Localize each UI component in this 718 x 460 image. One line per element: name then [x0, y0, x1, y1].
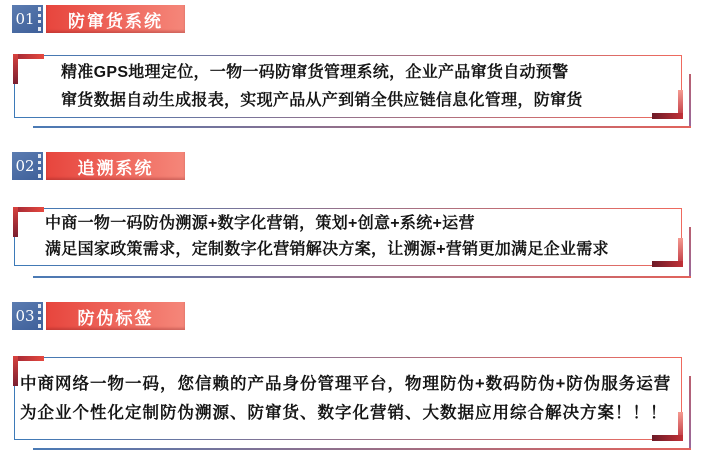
- section-1-content-box: [14, 55, 682, 118]
- section-2-number-badge: [12, 152, 43, 180]
- section-number: 01: [15, 10, 35, 28]
- text-line: 为企业个性化定制防伪溯源、防窜货、数字化营销、大数据应用综合解决方案！！！: [20, 403, 668, 422]
- accent-echo-line-horizontal: [33, 448, 691, 450]
- section-3-header: [0, 302, 718, 330]
- section-3-title-badge: [46, 302, 185, 330]
- accent-echo-line-vertical: [689, 376, 691, 450]
- dotted-separator: [38, 7, 41, 31]
- corner-bracket-bottom-right-horizontal: [652, 261, 683, 267]
- text-line: 中商网络一物一码，您信赖的产品身份管理平台，物理防伪+数码防伪+防伪服务运营: [20, 374, 672, 393]
- section-title: 追溯系统: [77, 158, 154, 178]
- corner-bracket-top-left-vertical: [13, 54, 18, 84]
- section-title: 防窜货系统: [68, 11, 163, 31]
- section-3-number-badge: [12, 302, 43, 330]
- section-1-number-badge: [12, 5, 43, 33]
- accent-echo-line-horizontal: [33, 276, 691, 278]
- accent-echo-line-vertical: [689, 74, 691, 128]
- section-number: 03: [15, 307, 35, 325]
- text-line: 窜货数据自动生成报表，实现产品从产到销全供应链信息化管理，防窜货: [61, 91, 583, 109]
- section-title: 防伪标签: [77, 308, 154, 328]
- corner-bracket-top-left-horizontal: [13, 207, 44, 212]
- accent-echo-line-vertical: [689, 227, 691, 278]
- dotted-separator: [38, 304, 41, 328]
- section-1-title-badge: [46, 5, 185, 33]
- corner-bracket-bottom-right-horizontal: [652, 435, 683, 441]
- corner-bracket-bottom-right-horizontal: [652, 113, 683, 119]
- accent-echo-line-horizontal: [33, 126, 691, 128]
- text-line: 中商一物一码防伪溯源+数字化营销，策划+创意+系统+运营: [45, 215, 475, 232]
- section-3-content-box: [14, 357, 682, 440]
- section-1-text: [15, 59, 681, 115]
- section-3-text: [15, 370, 681, 428]
- section-1-header: [0, 5, 718, 33]
- section-number: 02: [15, 157, 35, 175]
- corner-bracket-top-left-horizontal: [13, 54, 44, 59]
- corner-bracket-top-left-vertical: [13, 356, 18, 386]
- section-2-header: [0, 152, 718, 180]
- section-2-text: [15, 211, 681, 263]
- dotted-separator: [38, 154, 41, 178]
- corner-bracket-top-left-horizontal: [13, 356, 44, 361]
- section-2-content-box: [14, 208, 682, 266]
- text-line: 精准GPS地理定位，一物一码防窜货管理系统，企业产品窜货自动预警: [61, 63, 569, 81]
- section-2-title-badge: [46, 152, 185, 180]
- corner-bracket-top-left-vertical: [13, 207, 18, 237]
- text-line: 满足国家政策需求，定制数字化营销解决方案，让溯源+营销更加满足企业需求: [45, 241, 609, 258]
